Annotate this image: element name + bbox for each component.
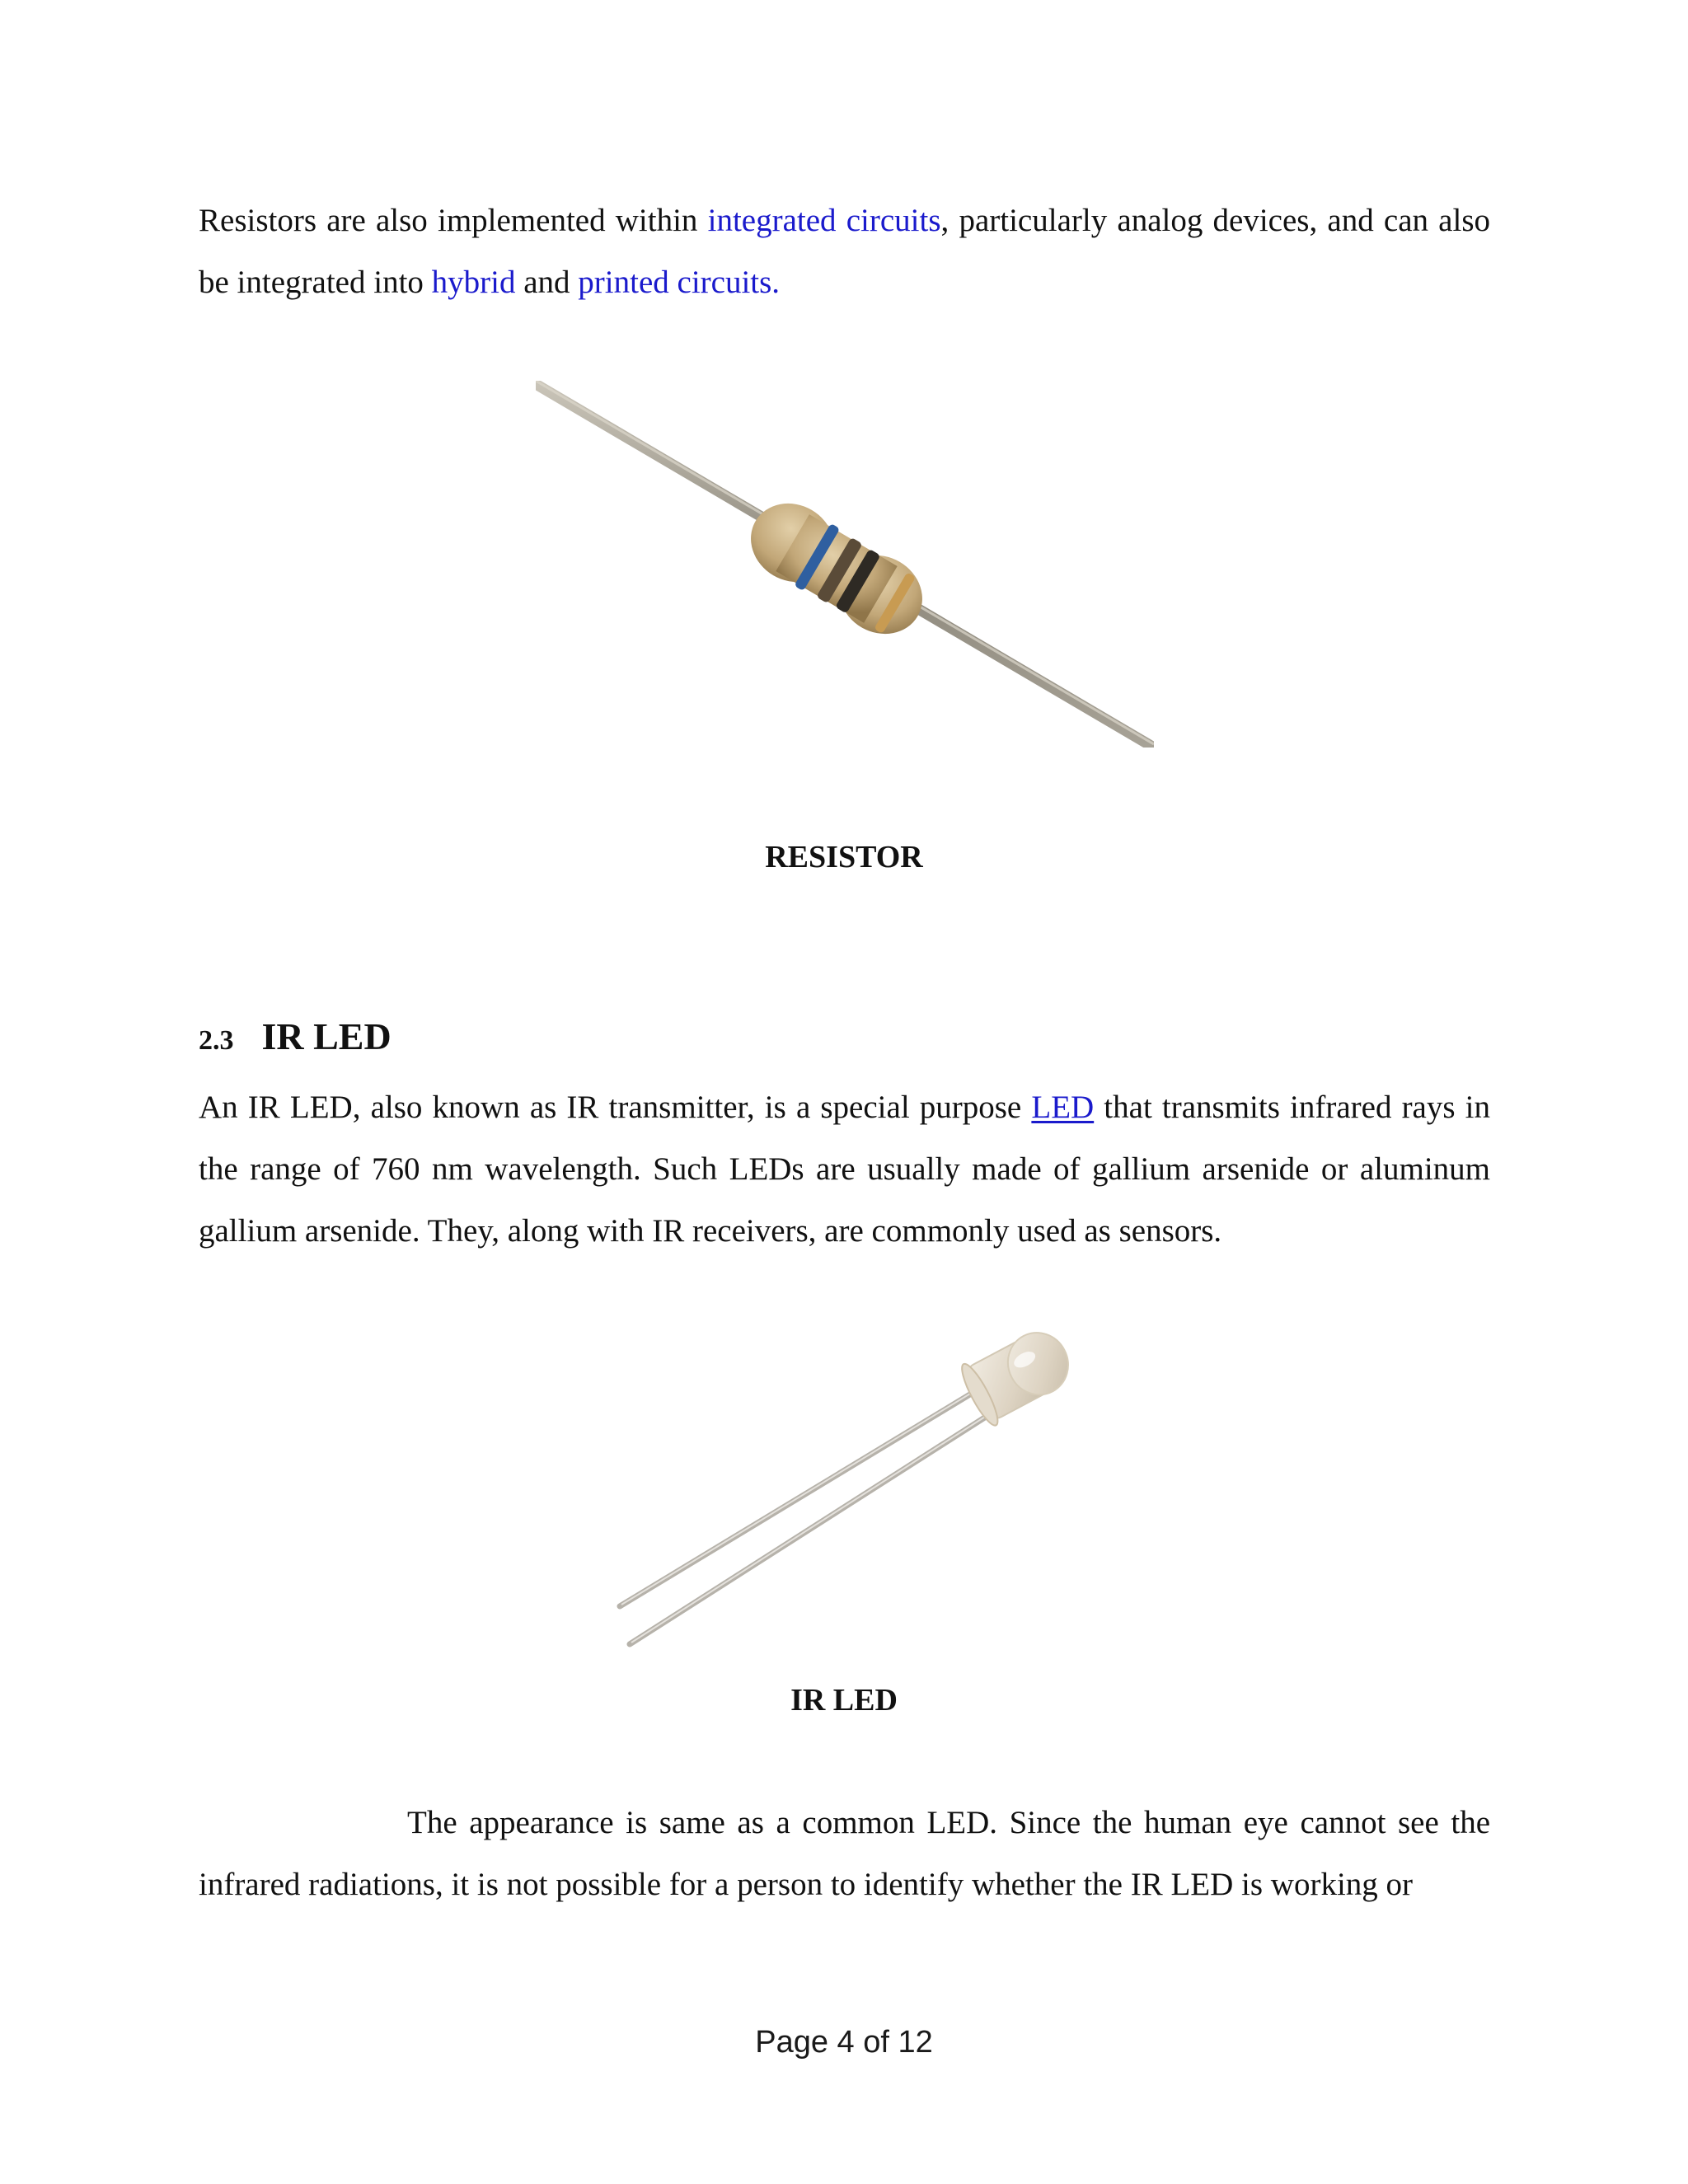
section-title: IR LED xyxy=(261,1015,392,1057)
paragraph-resistors-integration xyxy=(199,190,1490,313)
section-heading xyxy=(199,1015,392,1058)
section-number: 2.3 xyxy=(199,1025,234,1056)
paragraph-text: The appearance is same as a common LED. Since the human eye cannot see the infrared radiations, it is not possible for a person to identify whether the IR LED is working or xyxy=(199,1805,1490,1902)
paragraph-text: and xyxy=(515,265,579,300)
link-hybrid[interactable]: hybrid xyxy=(431,265,516,300)
paragraph-appearance xyxy=(199,1792,1490,1915)
paragraph-text: Resistors are also implemented within xyxy=(199,203,708,238)
figure-caption-ir-led: IR LED xyxy=(790,1683,898,1718)
paragraph-text: , particularly analog devices, and can also be integrated into xyxy=(199,203,1490,300)
paragraph-ir-led-description xyxy=(199,1076,1490,1262)
paragraph-text: An IR LED, also known as IR transmitter, is a special purpose xyxy=(199,1090,1032,1125)
ir-led-image xyxy=(610,1323,1088,1657)
link-printed-circuits[interactable]: printed circuits. xyxy=(578,265,781,300)
paragraph-text: that transmits infrared rays in the range of 760 nm wavelength. Such LEDs are usually made of gallium arsenide or aluminum gallium arsenide. They, along with IR receivers, are commonly used as sensors. xyxy=(199,1090,1490,1249)
link-integrated-circuits[interactable]: integrated circuits xyxy=(707,203,941,238)
link-led[interactable]: LED xyxy=(1031,1090,1095,1125)
figure-caption-resistor: RESISTOR xyxy=(765,840,923,874)
resistor-image xyxy=(536,381,1154,748)
page-number: Page 4 of 12 xyxy=(755,2025,933,2060)
